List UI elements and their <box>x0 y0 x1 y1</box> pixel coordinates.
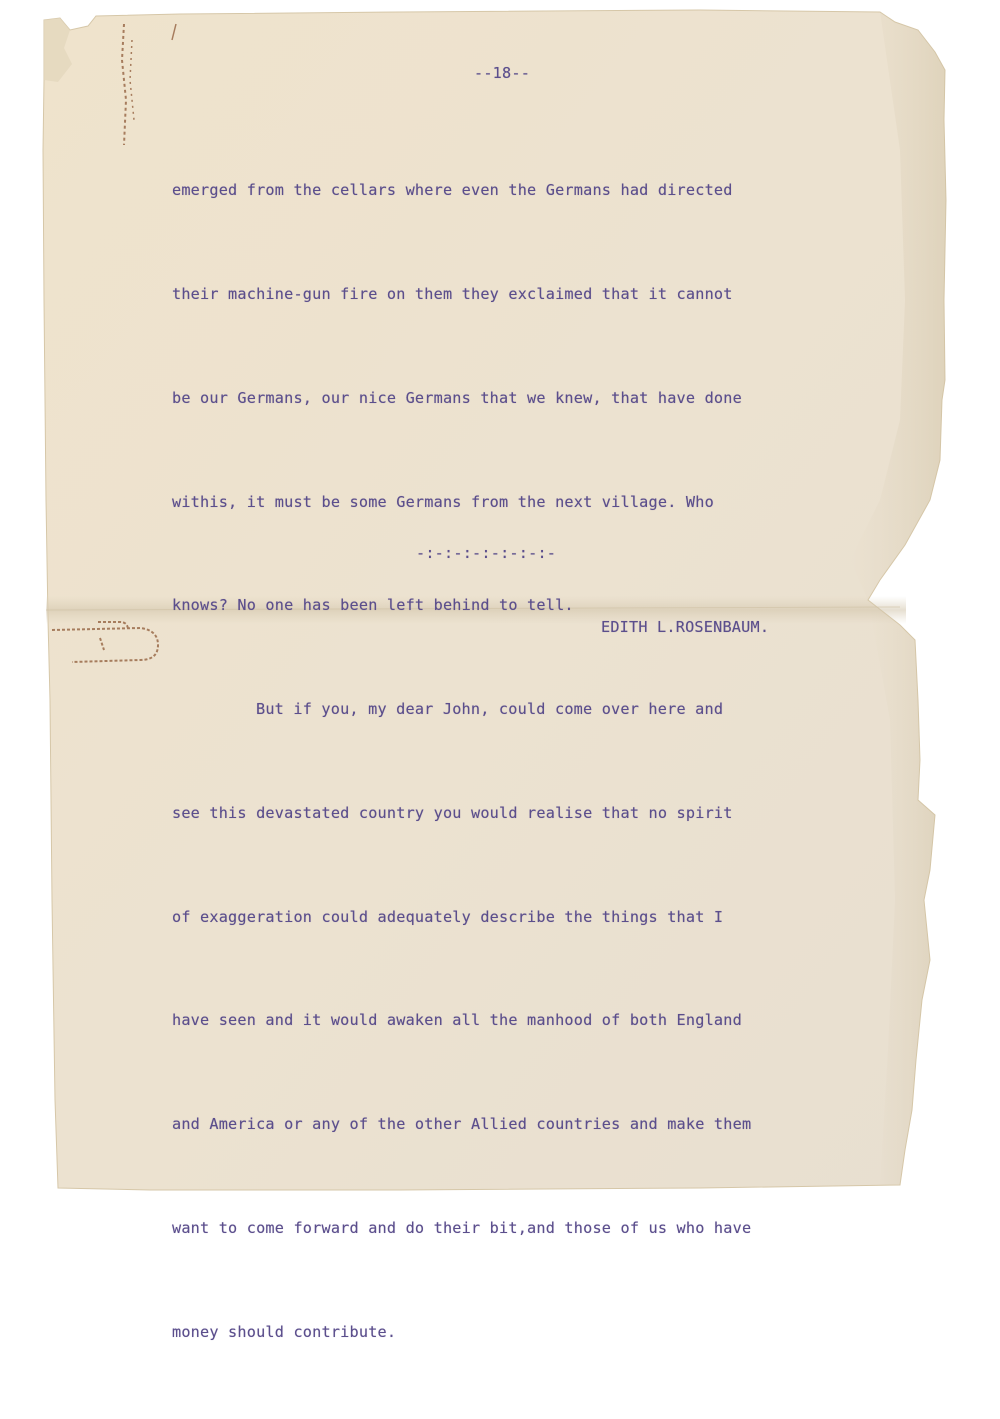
body-line-10: and America or any of the other Allied countries and make them <box>172 1115 752 1134</box>
body-line-7: see this devastated country you would realise that no spirit <box>172 803 733 822</box>
body-line-8: of exaggeration could adequately describe the things that I <box>172 907 724 926</box>
page-number: --18-- <box>474 64 531 82</box>
body-line-3: be our Germans, our nice Germans that we knew, that have done <box>172 388 742 407</box>
body-line-6: But if you, my dear John, could come over here and <box>256 700 724 719</box>
body-line-4: withis, it must be some Germans from the next village. Who <box>172 492 714 511</box>
body-line-12: money should contribute. <box>172 1322 397 1341</box>
body-line-5: knows? No one has been left behind to tell. <box>172 596 574 615</box>
letter-body <box>172 104 751 1419</box>
body-line-11: want to come forward and do their bit,and those of us who have <box>172 1219 752 1237</box>
body-line-2: their machine-gun fire on them they exclaimed that it cannot <box>172 284 733 303</box>
section-separator: -:-:-:-:-:-:-:- <box>416 544 557 562</box>
body-line-1: emerged from the cellars where even the Germans had directed <box>172 181 733 200</box>
body-line-9: have seen and it would awaken all the manhood of both England <box>172 1011 742 1030</box>
signature: EDITH L.ROSENBAUM. <box>601 618 770 636</box>
